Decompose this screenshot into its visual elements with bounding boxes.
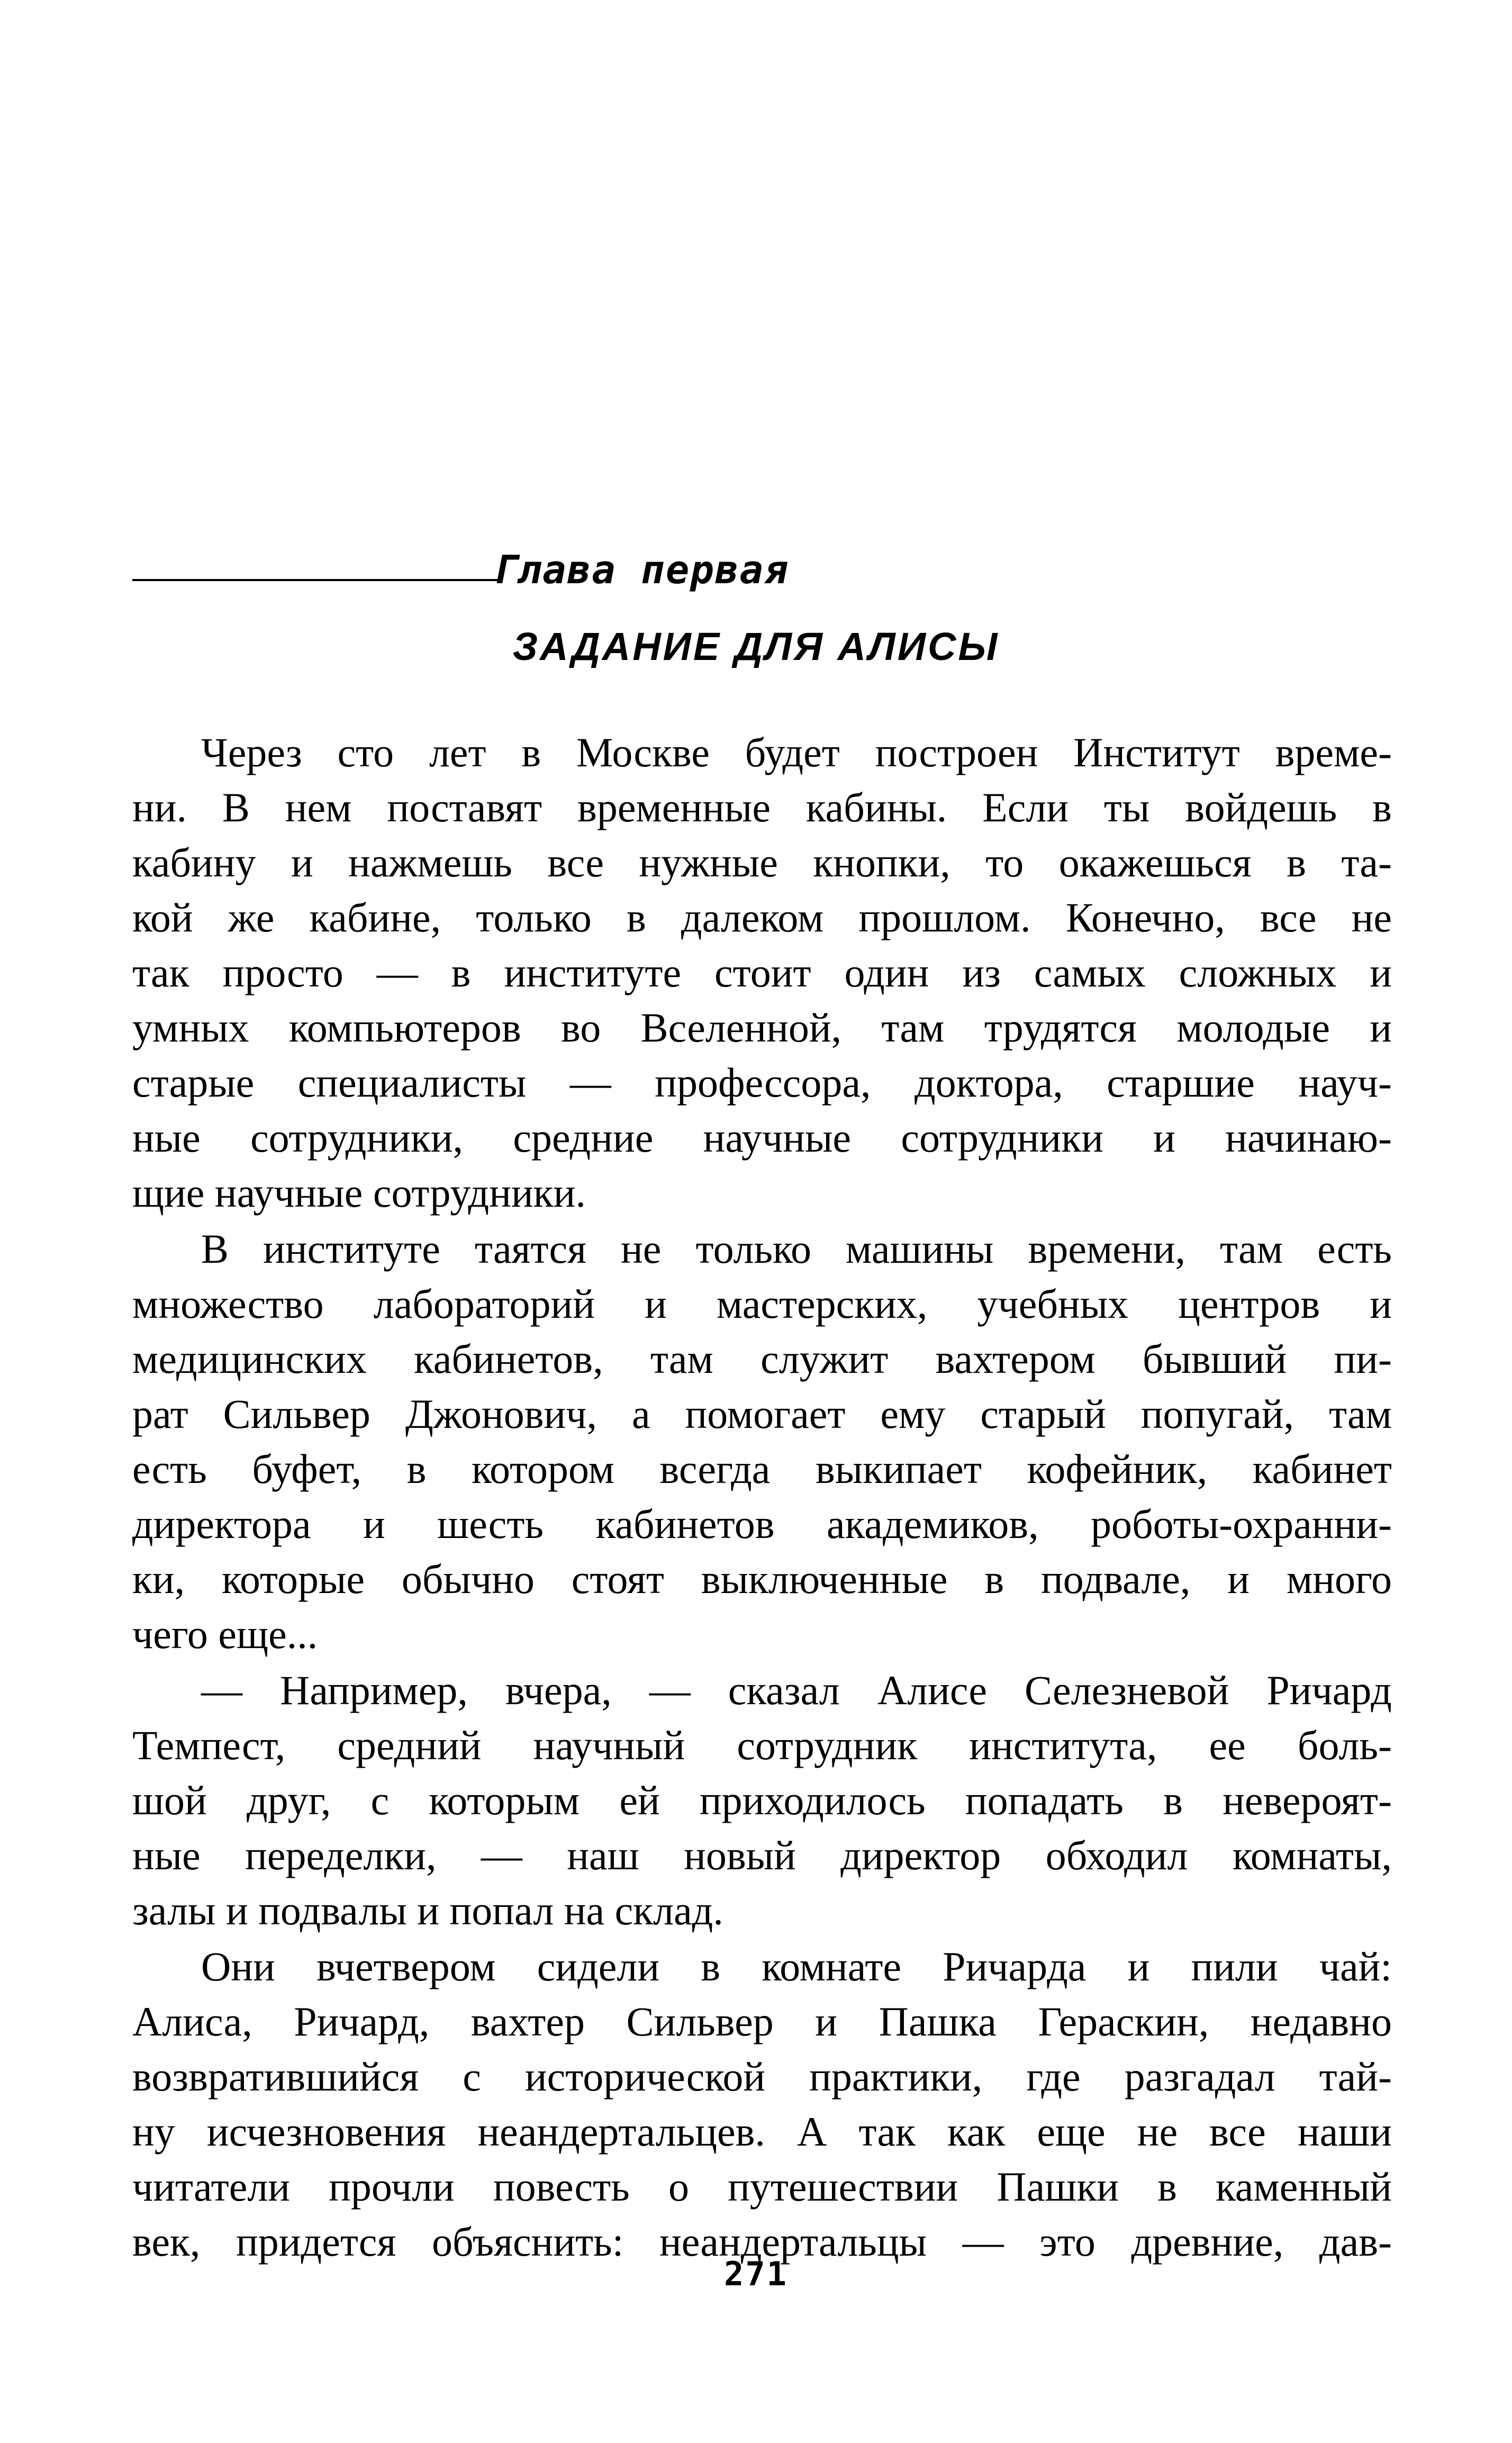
- text-line: Темпест, средний научный сотрудник института, ее боль-: [132, 1722, 1392, 1768]
- chapter-title: ЗАДАНИЕ ДЛЯ АЛИСЫ: [512, 625, 1000, 668]
- text-line: ные переделки, — наш новый директор обходил комнаты,: [132, 1832, 1392, 1878]
- text-line: ну исчезновения неандертальцев. А так как еще не все наши: [132, 2109, 1392, 2155]
- text-line: директора и шесть кабинетов академиков, роботы-охранни-: [132, 1501, 1392, 1547]
- text-line: — Например, вчера, — сказал Алисе Селезневой Ричард: [201, 1667, 1392, 1713]
- text-line: залы и подвалы и попал на склад.: [132, 1887, 723, 1933]
- text-line: читатели прочли повесть о путешествии Пашки в каменный: [132, 2164, 1392, 2210]
- text-line: В институте таятся не только машины времени, там есть: [201, 1226, 1392, 1272]
- chapter-label: Глава первая: [493, 547, 789, 593]
- text-line: множество лабораторий и мастерских, учебных центров и: [132, 1281, 1392, 1327]
- text-line: век, придется объяснить: неандертальцы — это древние, дав-: [132, 2219, 1392, 2265]
- page-number: 271: [724, 2255, 788, 2293]
- text-line: старые специалисты — профессора, доктора, старшие науч-: [132, 1060, 1392, 1106]
- text-line: Они вчетвером сидели в комнате Ричарда и пили чай:: [201, 1943, 1392, 1989]
- text-line: кой же кабине, только в далеком прошлом. Конечно, все не: [132, 894, 1392, 940]
- chapter-rule: [132, 579, 497, 581]
- chapter-heading: [132, 535, 863, 593]
- paragraph-3: [132, 1663, 1392, 1938]
- body-text: [132, 725, 1392, 2270]
- text-line: ки, которые обычно стоят выключенные в подвале, и много: [132, 1556, 1392, 1602]
- text-line: ные сотрудники, средние научные сотрудники и начинаю-: [132, 1115, 1392, 1161]
- text-line: кабину и нажмешь все нужные кнопки, то окажешься в та-: [132, 839, 1392, 885]
- text-line: рат Сильвер Джонович, а помогает ему старый попугай, там: [132, 1391, 1392, 1437]
- text-line: ни. В нем поставят временные кабины. Если ты войдешь в: [132, 784, 1392, 830]
- paragraph-4: [132, 1939, 1392, 2269]
- text-line: умных компьютеров во Вселенной, там трудятся молодые и: [132, 1005, 1392, 1051]
- text-line: медицинских кабинетов, там служит вахтером бывший пи-: [132, 1336, 1392, 1382]
- text-line: Алиса, Ричард, вахтер Сильвер и Пашка Гераскин, недавно: [132, 1998, 1392, 2044]
- text-line: шой друг, с которым ей приходилось попадать в невероят-: [132, 1777, 1392, 1823]
- text-line: так просто — в институте стоит один из самых сложных и: [132, 949, 1392, 996]
- paragraph-1: [132, 725, 1392, 1220]
- paragraph-2: [132, 1222, 1392, 1662]
- text-line: возвратившийся с исторической практики, где разгадал тай-: [132, 2053, 1392, 2100]
- text-line: Через сто лет в Москве будет построен Институт време-: [201, 729, 1392, 775]
- text-line: есть буфет, в котором всегда выкипает кофейник, кабинет: [132, 1446, 1392, 1492]
- text-line: чего еще...: [132, 1611, 318, 1657]
- text-line: щие научные сотрудники.: [132, 1170, 586, 1216]
